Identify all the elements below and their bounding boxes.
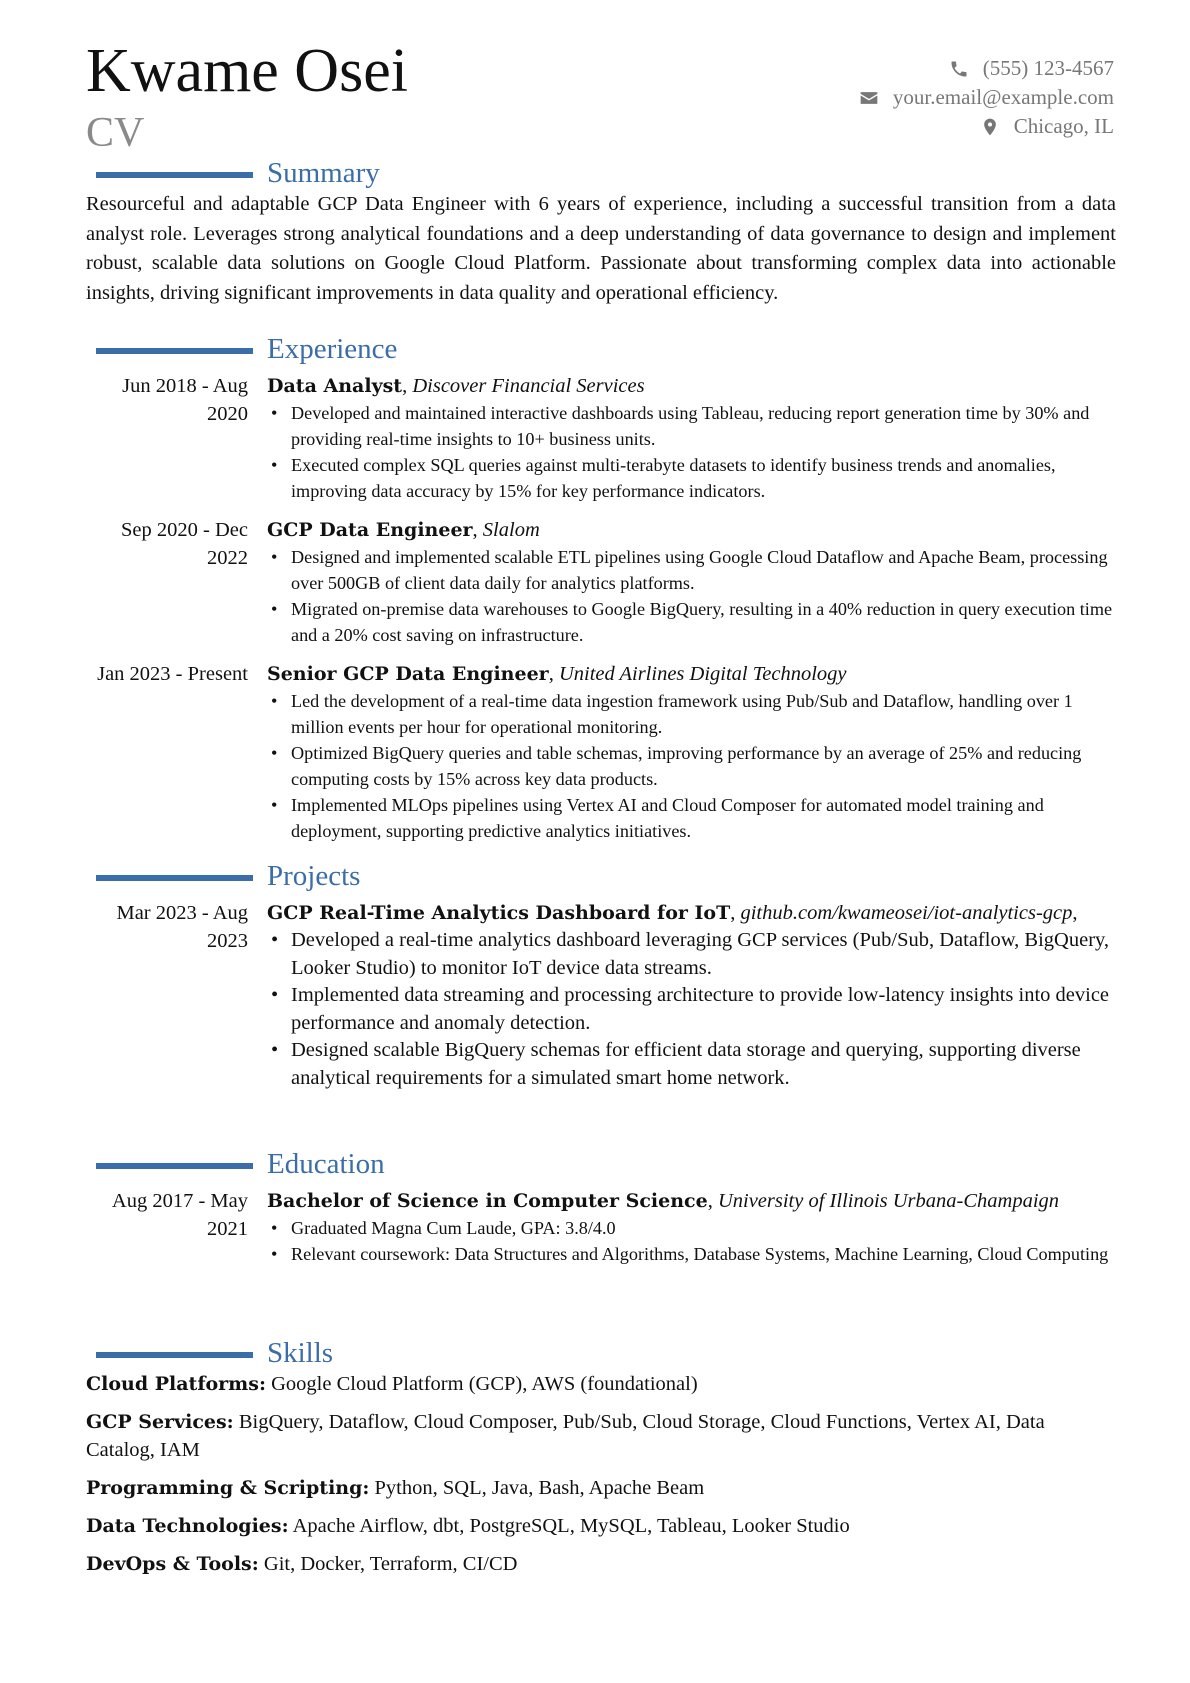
list-item: • Implemented MLOps pipelines using Vertex AI and Cloud Composer for automated model training and deployment, supporting predictive analytics initiatives. (291, 792, 1116, 844)
map-marker-icon (980, 117, 1000, 137)
skill-row (86, 1408, 1116, 1464)
skill-row (86, 1370, 1116, 1398)
entry-org: Slalom (482, 519, 540, 541)
education-entry (86, 1187, 1116, 1267)
entry-body (267, 516, 1116, 648)
entry-heading: Senior GCP Data Engineer, United Airlines Digital Technology (267, 663, 847, 685)
contact-phone[interactable]: (555) 123-4567 (982, 56, 1114, 80)
contact-block (859, 54, 1114, 141)
experience-section (86, 332, 1116, 844)
entry-date: Mar 2023 - Aug 2023 (116, 902, 248, 952)
section-title: Skills (267, 1337, 334, 1369)
section-header (86, 859, 1116, 893)
skill-label: Programming & Scripting: (86, 1477, 370, 1499)
section-title: Education (267, 1148, 385, 1180)
entry-heading: Data Analyst, Discover Financial Services (267, 375, 645, 397)
skill-row (86, 1550, 1116, 1578)
summary-section (86, 156, 1116, 308)
section-accent-bar (96, 875, 253, 881)
entry-body (267, 660, 1116, 844)
experience-entry (86, 516, 1116, 648)
skill-row (86, 1474, 1116, 1502)
skill-label: Cloud Platforms: (86, 1373, 266, 1395)
skill-row (86, 1512, 1116, 1540)
skill-label: DevOps & Tools: (86, 1553, 259, 1575)
entry-org: United Airlines Digital Technology (558, 663, 847, 685)
entry-bullets (267, 688, 1116, 844)
entry-heading: GCP Real-Time Analytics Dashboard for IoT, github.com/kwameosei/iot-analytics-gcp, (267, 902, 1078, 924)
list-item: • Developed a real-time analytics dashboard leveraging GCP services (Pub/Sub, Dataflow, BigQuery, Looker Studio) to monitor IoT device data streams. (291, 927, 1116, 982)
skill-label: GCP Services: (86, 1411, 234, 1433)
entry-date: Aug 2017 - May 2021 (111, 1190, 248, 1240)
entry-org: Discover Financial Services (412, 375, 645, 397)
section-header (86, 1147, 1116, 1181)
experience-entry (86, 660, 1116, 844)
person-name: Kwame Osei (86, 37, 408, 105)
entry-role: Senior GCP Data Engineer (267, 663, 549, 685)
entry-body (267, 1187, 1116, 1267)
list-item: • Optimized BigQuery queries and table schemas, improving performance by an average of 25% and reducing computing costs by 15% across key data products. (291, 740, 1116, 792)
section-accent-bar (96, 172, 253, 178)
entry-body (267, 372, 1116, 504)
list-item: • Migrated on-premise data warehouses to Google BigQuery, resulting in a 40% reduction in query execution time and a 20% cost saving on infrastructure. (291, 596, 1116, 648)
experience-entry (86, 372, 1116, 504)
section-accent-bar (96, 348, 253, 354)
skill-value: Git, Docker, Terraform, CI/CD (263, 1553, 518, 1575)
section-accent-bar (96, 1163, 253, 1169)
skills-section (86, 1336, 1116, 1588)
section-header (86, 156, 1116, 190)
entry-bullets (267, 1215, 1116, 1267)
entry-bullets (267, 544, 1116, 648)
document-subtitle: CV (86, 110, 145, 156)
entry-bullets (267, 927, 1116, 1092)
entry-role: GCP Data Engineer (267, 519, 473, 541)
contact-email-row (859, 83, 1114, 112)
list-item: • Implemented data streaming and processing architecture to provide low-latency insights into device performance and anomaly detection. (291, 982, 1116, 1037)
list-item: • Developed and maintained interactive dashboards using Tableau, reducing report generation time by 30% and providing real-time insights to 10+ business units. (291, 400, 1116, 452)
envelope-icon (859, 88, 879, 108)
skill-value: Python, SQL, Java, Bash, Apache Beam (374, 1477, 705, 1499)
entry-date: Sep 2020 - Dec 2022 (121, 519, 248, 569)
projects-section (86, 859, 1116, 1092)
section-accent-bar (96, 1352, 253, 1358)
entry-role: Data Analyst (267, 375, 403, 397)
section-title: Experience (267, 333, 398, 365)
contact-location: Chicago, IL (1013, 114, 1114, 138)
list-item: • Led the development of a real-time data ingestion framework using Pub/Sub and Dataflow, handling over 1 million events per hour for operational monitoring. (291, 688, 1116, 740)
entry-bullets (267, 400, 1116, 504)
section-header (86, 332, 1116, 366)
phone-icon (949, 59, 969, 79)
skill-label: Data Technologies: (86, 1515, 289, 1537)
list-item: • Relevant coursework: Data Structures and Algorithms, Database Systems, Machine Learning, Cloud Computing (291, 1241, 1116, 1267)
school-name: University of Illinois Urbana-Champaign (717, 1190, 1060, 1212)
entry-date: Jun 2018 - Aug 2020 (122, 375, 248, 425)
skill-value: BigQuery, Dataflow, Cloud Composer, Pub/Sub, Cloud Storage, Cloud Functions, Vertex AI, Data Catalog, IAM (86, 1411, 1045, 1461)
project-link[interactable]: github.com/kwameosei/iot-analytics-gcp (740, 902, 1073, 924)
list-item: • Executed complex SQL queries against multi-terabyte datasets to identify business trends and anomalies, improving data accuracy by 15% for key performance indicators. (291, 452, 1116, 504)
section-title: Summary (267, 157, 380, 189)
list-item: • Graduated Magna Cum Laude, GPA: 3.8/4.0 (291, 1215, 1116, 1241)
list-item: • Designed scalable BigQuery schemas for efficient data storage and querying, supporting diverse analytical requirements for a simulated smart home network. (291, 1037, 1116, 1092)
contact-location-row (859, 112, 1114, 141)
entry-heading: Bachelor of Science in Computer Science, University of Illinois Urbana-Champaign (267, 1190, 1060, 1212)
list-item: • Designed and implemented scalable ETL pipelines using Google Cloud Dataflow and Apache Beam, processing over 500GB of client data daily for analytics platforms. (291, 544, 1116, 596)
summary-text: Resourceful and adaptable GCP Data Engineer with 6 years of experience, including a successful transition from a data analyst role. Leverages strong analytical foundations and a deep understanding of data governance to design and implement robust, scalable data solutions on Google Cloud Platform. Passionate about transforming complex data into actionable insights, driving significant improvements in data quality and operational efficiency. (86, 193, 1116, 304)
skill-value: Apache Airflow, dbt, PostgreSQL, MySQL, Tableau, Looker Studio (292, 1515, 850, 1537)
project-entry (86, 899, 1116, 1092)
contact-email[interactable]: your.email@example.com (892, 85, 1114, 109)
entry-body (267, 899, 1116, 1092)
skill-value: Google Cloud Platform (GCP), AWS (foundational) (271, 1373, 698, 1395)
degree-name: Bachelor of Science in Computer Science (267, 1190, 708, 1212)
entry-heading: GCP Data Engineer, Slalom (267, 519, 540, 541)
entry-date: Jan 2023 - Present (97, 663, 248, 685)
contact-phone-row (859, 54, 1114, 83)
section-title: Projects (267, 860, 361, 892)
project-name: GCP Real-Time Analytics Dashboard for IoT (267, 902, 731, 924)
education-section (86, 1147, 1116, 1267)
section-header (86, 1336, 1116, 1370)
